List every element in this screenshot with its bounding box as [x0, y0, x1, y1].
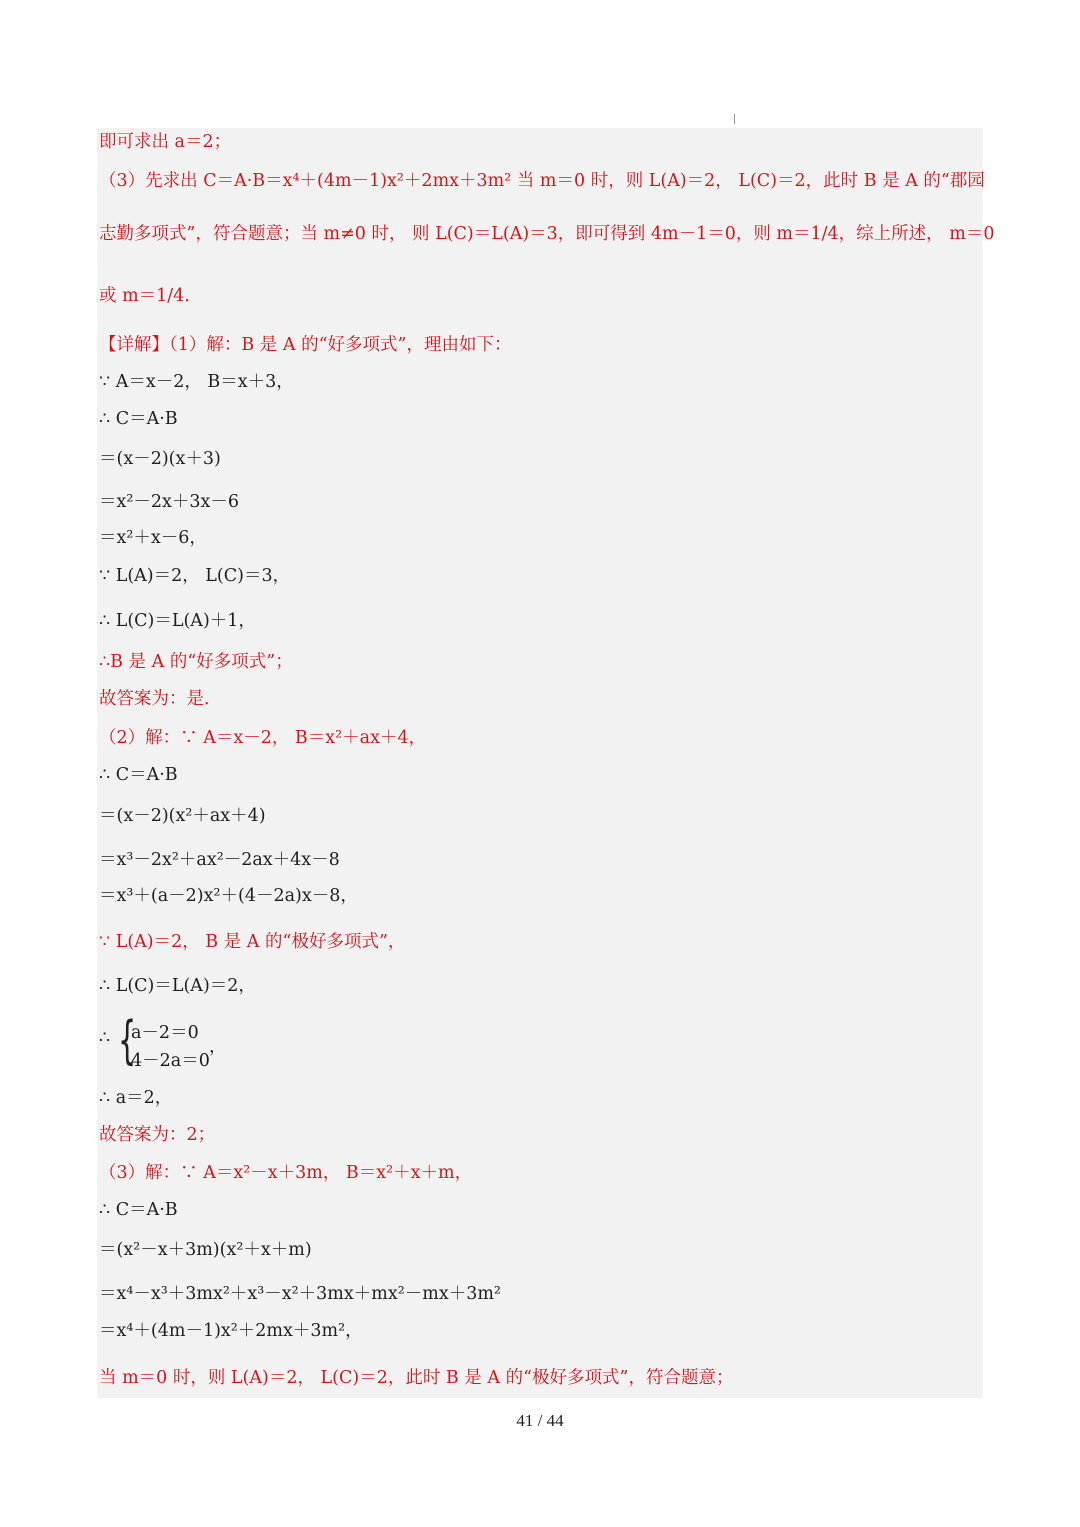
page-number: 41 / 44	[516, 1411, 564, 1430]
math-line: ＝(x－2)(x＋3)	[99, 449, 221, 469]
math-line: ＝x⁴－x³＋3mx²＋x³－x²＋3mx＋mx²－mx＋3m²	[99, 1284, 501, 1304]
text-line: 故答案为：是．	[99, 689, 222, 709]
math-line: ＝x²＋x－6，	[99, 528, 207, 548]
system-equation-2: 4－2a＝0	[131, 1051, 210, 1071]
math-line: ∴ a＝2，	[99, 1088, 173, 1108]
text-line: 或 m＝1/4．	[99, 286, 202, 306]
math-line: ∴ C＝A·B	[99, 409, 178, 429]
math-line: ＝(x²－x＋3m)(x²＋x＋m)	[99, 1240, 312, 1260]
math-line: ＝x³＋(a－2)x²＋(4－2a)x－8，	[99, 886, 358, 906]
math-line: ＝(x－2)(x²＋ax＋4)	[99, 806, 266, 826]
math-line: ∴ C＝A·B	[99, 1200, 178, 1220]
math-line: ＝x³－2x²＋ax²－2ax＋4x－8	[99, 850, 340, 870]
text-line: 故答案为：2；	[99, 1125, 216, 1145]
equation-system	[99, 1011, 299, 1072]
text-line: （3）解：∵ A＝x²－x＋3m， B＝x²＋x＋m，	[99, 1163, 473, 1183]
math-line: ∴ L(C)＝L(A)＝2，	[99, 976, 256, 996]
text-line: 【详解】（1）解：B 是 A 的“好多项式”，理由如下：	[99, 335, 512, 355]
text-line: （2）解：∵ A＝x－2， B＝x²＋ax＋4，	[99, 728, 427, 748]
therefore-symbol: ∴	[99, 1028, 111, 1048]
solution-content	[97, 128, 995, 1398]
page-top-mark	[734, 114, 735, 124]
text-line: 志勤多项式”，符合题意；当 m≠0 时， 则 L(C)＝L(A)＝3，即可得到 4m－1＝0，则 m＝1/4，综上所述， m＝0	[99, 224, 995, 244]
math-line: ∴ C＝A·B	[99, 765, 178, 785]
left-brace: {	[118, 1011, 137, 1071]
math-line: ＝x⁴＋(4m－1)x²＋2mx＋3m²，	[99, 1321, 363, 1341]
text-line: ∵ L(A)＝2， B 是 A 的“极好多项式”，	[99, 932, 406, 952]
math-line: ∵ A＝x－2， B＝x＋3，	[99, 372, 294, 392]
system-trail: ，	[209, 1037, 227, 1057]
text-line: 即可求出 a＝2；	[99, 132, 232, 152]
math-line: ＝x²－2x＋3x－6	[99, 492, 240, 512]
math-line: ∵ L(A)＝2， L(C)＝3，	[99, 566, 291, 586]
text-line: （3）先求出 C＝A·B＝x⁴＋(4m－1)x²＋2mx＋3m² 当 m＝0 时，则 L(A)＝2， L(C)＝2，此时 B 是 A 的“郡园	[99, 171, 985, 191]
text-line: ∴B 是 A 的“好多项式”；	[99, 652, 293, 672]
math-line: ∴ L(C)＝L(A)＋1，	[99, 611, 256, 631]
system-equation-1: a－2＝0	[131, 1023, 199, 1043]
text-line: 当 m＝0 时，则 L(A)＝2， L(C)＝2，此时 B 是 A 的“极好多项式”，符合题意；	[99, 1368, 734, 1388]
